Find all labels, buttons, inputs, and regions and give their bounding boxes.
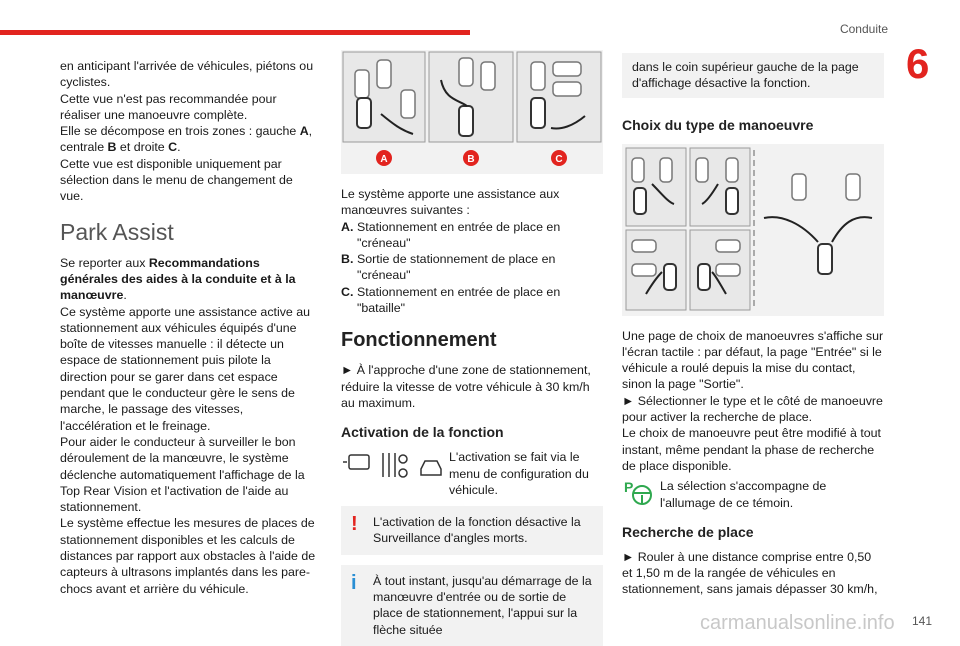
continued-text: dans le coin supérieur gauche de la page d'affichage désactive la fonction. xyxy=(632,60,859,91)
witness-text: La sélection s'accompagne de l'allumage de ce témoin. xyxy=(660,479,827,510)
paragraph: ► Rouler à une distance comprise entre 0,50 et 1,50 m de la rangée de véhicules en stationnement, sans jamais dépasser 30 km/h, xyxy=(622,549,878,597)
paragraph: Pour aider le conducteur à surveiller le bon déroulement de la manœuvre, le système déclenche automatiquement l'affichage de la Top Rear Vision et l'activation de l'aide au stationnement. xyxy=(60,434,305,515)
section-title: Conduite xyxy=(839,22,888,36)
list-item: C. Stationnement en entrée de place en "bataille" xyxy=(341,284,561,316)
list-item: A. Stationnement en entrée de place en "créneau" xyxy=(341,219,561,250)
paragraph: ► Sélectionner le type et le côté de manoeuvre pour activer la recherche de place. xyxy=(622,393,883,425)
activation-row xyxy=(341,449,603,498)
list-item: B. Sortie de stationnement de place en "créneau" xyxy=(341,252,556,283)
column-left xyxy=(60,58,318,597)
info-text: À tout instant, jusqu'au démarrage de la manœuvre d'entrée ou de sortie de place de stationnement, l'appui sur la flèche située xyxy=(373,573,592,637)
paragraph: Le système apporte une assistance aux manœuvres suivantes : xyxy=(341,187,560,218)
paragraph: Le système effectue les mesures de places de stationnement disponibles et les calculs de distances par rapport aux obstacles à l'aide de capteurs à ultrasons implantés dans les pare-chocs avant et arrière du véhicule. xyxy=(60,516,316,596)
maneuver-illustration xyxy=(341,50,603,174)
chapter-number: 6 xyxy=(906,40,930,87)
reference-paragraph: Se reporter aux Recommandations générales des aides à la conduite et à la manœuvre. xyxy=(60,255,296,303)
paragraph: Cette vue n'est pas recommandée pour réaliser une manoeuvre complète. xyxy=(60,91,277,122)
warning-icon: ! xyxy=(351,513,358,536)
subheading: Activation de la fonction xyxy=(341,424,504,441)
paragraph-zones: Elle se décompose en trois zones : gauche A, centrale B et droite C. xyxy=(60,124,313,155)
column-right xyxy=(622,53,884,598)
paragraph: en anticipant l'arrivée de véhicules, piétons ou cyclistes. xyxy=(60,59,314,90)
maneuver-choice-figure xyxy=(622,144,884,316)
maneuver-list xyxy=(341,219,603,317)
subheading: Recherche de place xyxy=(622,523,754,540)
watermark: carmanualsonline.info xyxy=(700,612,895,634)
label-a: A xyxy=(380,154,388,165)
warning-note xyxy=(341,506,603,555)
paragraph: Une page de choix de manoeuvres s'affiche sur l'écran tactile : par défaut, la page "Entrée" si le véhicule a roulé depuis la mise du contact, sinon la page "Sortie". xyxy=(622,328,884,392)
svg-text:P: P xyxy=(624,479,634,496)
top-accent-bar xyxy=(0,30,470,35)
info-icon: i xyxy=(351,571,357,594)
section-heading: Park Assist xyxy=(60,218,174,245)
paragraph: ► À l'approche d'une zone de stationnement, réduire la vitesse de votre véhicule à 30 km/h au maximum. xyxy=(341,363,591,410)
maneuver-figure xyxy=(341,50,603,174)
warning-text: L'activation de la fonction désactive la Surveillance d'angles morts. xyxy=(373,515,581,546)
label-b: B xyxy=(467,154,475,165)
section-heading: Fonctionnement xyxy=(341,329,497,352)
car-settings-icon xyxy=(341,449,445,481)
witness-row xyxy=(622,478,884,511)
info-note xyxy=(341,565,603,646)
park-assist-witness-icon xyxy=(622,478,654,506)
label-c: C xyxy=(555,154,563,165)
paragraph: Le choix de manoeuvre peut être modifié à tout instant, même pendant la phase de recherche de place disponible. xyxy=(622,426,881,473)
column-middle xyxy=(341,50,603,646)
activation-text: L'activation se fait via le menu de configuration du véhicule. xyxy=(449,450,589,497)
subheading: Choix du type de manoeuvre xyxy=(622,116,814,133)
paragraph: Cette vue est disponible uniquement par sélection dans le menu de changement de vue. xyxy=(60,156,293,204)
paragraph: Ce système apporte une assistance active au stationnement aux véhicules équipés d'une boîte de vitesses manuelle : il détecte un espace de stationnement puis pilote la direction pour se garer dans cet espace pendant que le conducteur gère le sens de marche, le passage des vitesses, l'accélération et le freinage. xyxy=(60,304,311,433)
page-number: 141 xyxy=(911,614,932,628)
maneuver-choice-illustration xyxy=(622,144,884,316)
info-note-continued xyxy=(622,53,884,98)
